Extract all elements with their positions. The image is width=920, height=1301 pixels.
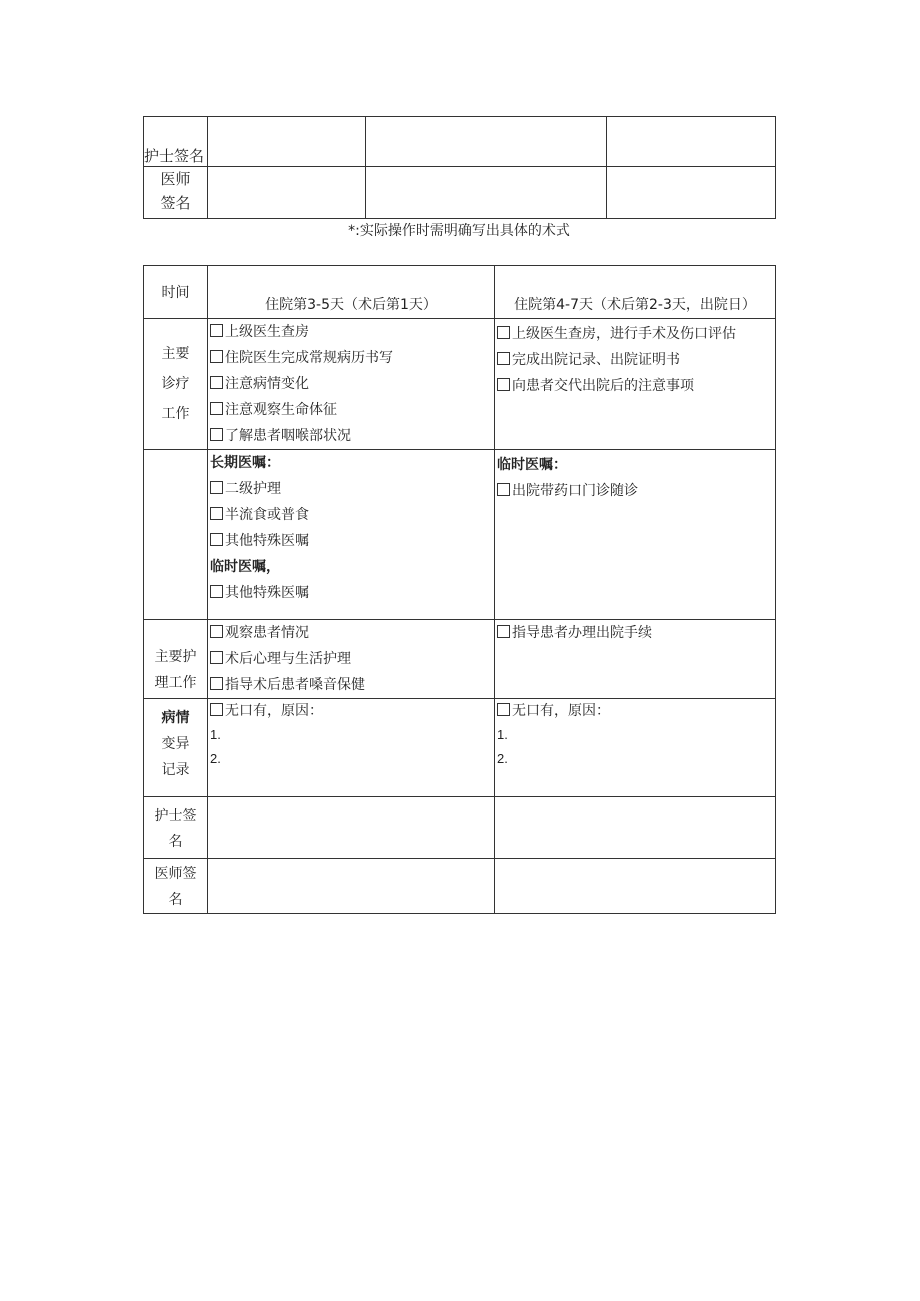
main-work-col1 bbox=[208, 319, 495, 450]
nurse-sign-col1[interactable] bbox=[208, 797, 495, 859]
variation-option[interactable]: 无口有，原因： bbox=[495, 699, 775, 723]
checkbox-item[interactable]: 半流食或普食 bbox=[208, 502, 494, 528]
checkbox-item[interactable]: 指导患者办理出院手续 bbox=[495, 620, 775, 646]
checkbox-item[interactable]: 二级护理 bbox=[208, 476, 494, 502]
variation-label: 病情 变异 记录 bbox=[144, 699, 208, 797]
variation-line-2[interactable]: 2. bbox=[210, 751, 221, 766]
nurse-sign-cell-3[interactable] bbox=[607, 117, 776, 167]
nurse-sign-label-2: 护士签 名 bbox=[144, 797, 208, 859]
checkbox-item[interactable]: 上级医生查房，进行手术及伤口评估 bbox=[495, 321, 775, 347]
variation-col1 bbox=[208, 699, 495, 797]
doctor-sign-col1[interactable] bbox=[208, 859, 495, 914]
variation-line-1[interactable]: 1. bbox=[497, 727, 508, 742]
long-term-orders-label: 长期医嘱： bbox=[210, 455, 280, 471]
main-work-label: 主要 诊疗 工作 bbox=[144, 319, 208, 450]
variation-option[interactable]: 无口有，原因： bbox=[208, 699, 494, 723]
checkbox-item[interactable]: 住院医生完成常规病历书写 bbox=[208, 345, 494, 371]
checkbox-item[interactable]: 注意病情变化 bbox=[208, 371, 494, 397]
clinical-pathway-table bbox=[143, 265, 776, 914]
main-work-col2 bbox=[495, 319, 776, 450]
doctor-sign-cell-1[interactable] bbox=[208, 167, 366, 219]
signature-table-top bbox=[143, 116, 776, 219]
orders-col2 bbox=[495, 450, 776, 620]
doctor-sign-cell-3[interactable] bbox=[607, 167, 776, 219]
temp-orders-label: 临时医嘱， bbox=[210, 559, 280, 575]
variation-line-2[interactable]: 2. bbox=[497, 751, 508, 766]
doctor-sign-label: 医师 签名 bbox=[144, 167, 208, 219]
nurse-sign-cell-1[interactable] bbox=[208, 117, 366, 167]
checkbox-item[interactable]: 观察患者情况 bbox=[208, 620, 494, 646]
surgery-note: *:实际操作时需明确写出具体的术式 bbox=[348, 223, 570, 239]
nursing-col2 bbox=[495, 620, 776, 699]
temp-orders-label: 临时医嘱： bbox=[497, 457, 567, 473]
nurse-sign-cell-2[interactable] bbox=[366, 117, 607, 167]
doctor-sign-cell-2[interactable] bbox=[366, 167, 607, 219]
checkbox-item[interactable]: 其他特殊医嘱 bbox=[208, 580, 494, 606]
doctor-sign-label-2: 医师签 名 bbox=[144, 859, 208, 914]
orders-col1 bbox=[208, 450, 495, 620]
checkbox-item[interactable]: 术后心理与生活护理 bbox=[208, 646, 494, 672]
col2-header: 住院第4-7天（术后第2-3天，出院日） bbox=[495, 266, 776, 319]
nurse-sign-col2[interactable] bbox=[495, 797, 776, 859]
checkbox-item[interactable]: 指导术后患者嗓音保健 bbox=[208, 672, 494, 698]
checkbox-item[interactable]: 出院带药口门诊随诊 bbox=[495, 478, 775, 504]
orders-label bbox=[144, 450, 208, 620]
variation-line-1[interactable]: 1. bbox=[210, 727, 221, 742]
variation-col2 bbox=[495, 699, 776, 797]
nursing-col1 bbox=[208, 620, 495, 699]
checkbox-item[interactable]: 其他特殊医嘱 bbox=[208, 528, 494, 554]
col1-header: 住院第3-5天（术后第1天） bbox=[208, 266, 495, 319]
checkbox-item[interactable]: 完成出院记录、出院证明书 bbox=[495, 347, 775, 373]
time-label: 时间 bbox=[144, 266, 208, 319]
checkbox-item[interactable]: 注意观察生命体征 bbox=[208, 397, 494, 423]
checkbox-item[interactable]: 了解患者咽喉部状况 bbox=[208, 423, 494, 449]
checkbox-item[interactable]: 向患者交代出院后的注意事项 bbox=[495, 373, 775, 399]
checkbox-item[interactable]: 上级医生查房 bbox=[208, 319, 494, 345]
nurse-sign-label: 护士签名 bbox=[144, 117, 208, 167]
nursing-label: 主要护 理工作 bbox=[144, 620, 208, 699]
doctor-sign-col2[interactable] bbox=[495, 859, 776, 914]
